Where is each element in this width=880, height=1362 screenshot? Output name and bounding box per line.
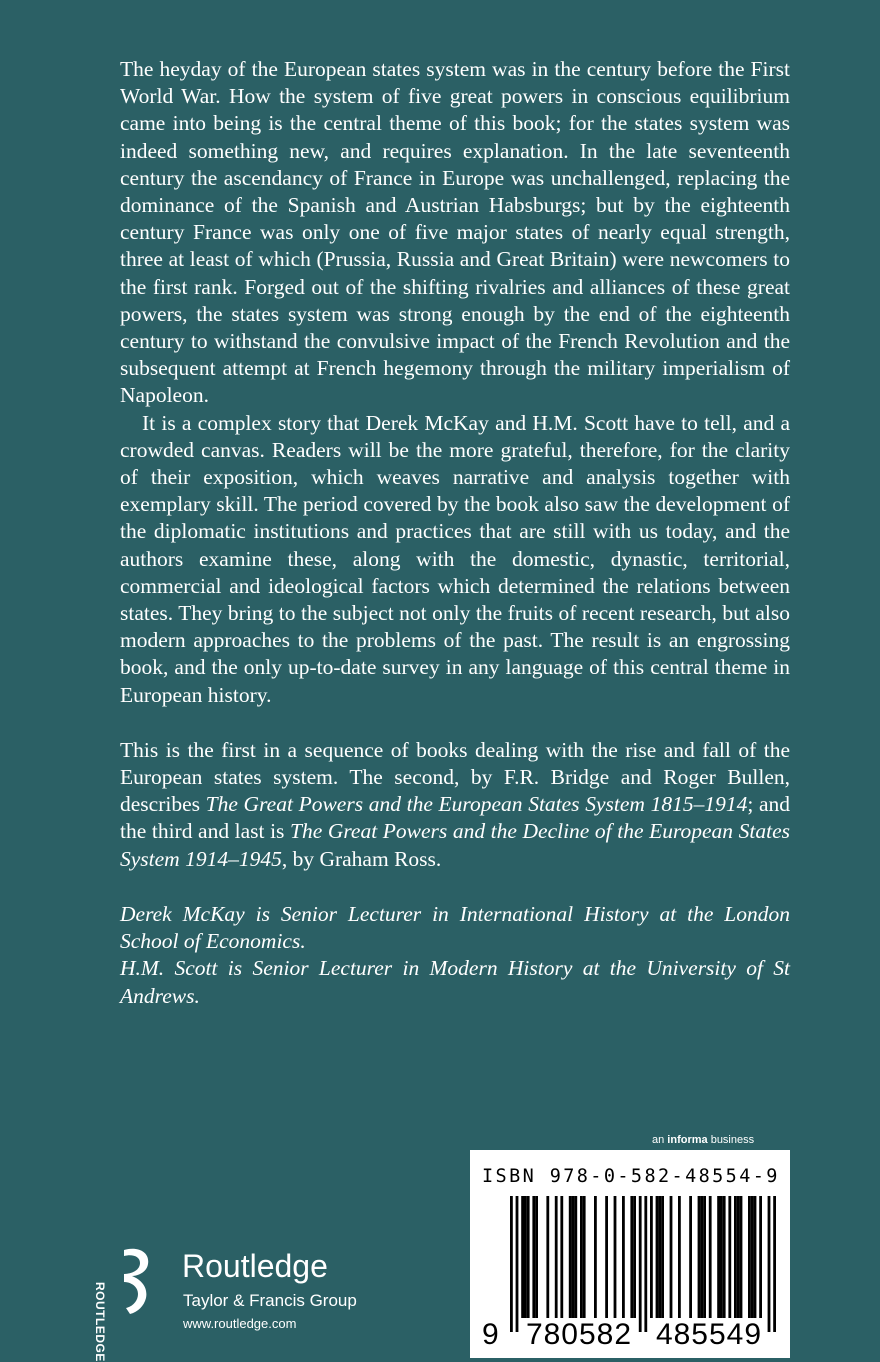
barcode-bar [759, 1196, 762, 1318]
barcode-guard-bar [639, 1196, 642, 1332]
barcode-bar [720, 1196, 723, 1318]
barcode-bar [633, 1196, 636, 1318]
barcode-bar [560, 1196, 563, 1318]
barcode-bar [521, 1196, 524, 1318]
barcode-bar [535, 1196, 538, 1318]
informa-tagline [652, 1134, 754, 1146]
barcode-bar [572, 1196, 575, 1318]
barcode-bar [622, 1196, 625, 1318]
barcode-guard-bar [768, 1196, 771, 1332]
series-text-2: ; and the third and last is [120, 792, 790, 844]
blurb-paragraph-2: It is a complex story that Derek McKay and H.M. Scott have to tell, and a crowded canvas. Readers will be the more grateful, therefore, for the clarity of their exposition, which weaves narrative and analysis together with exemplary skill. The period covered by the book also saw the development of the diplomatic institutions and practices that are still with us today, and the authors examine these, along with the domestic, dynastic, territorial, commercial and ideological factors which determined the relations between states. They bring to the subject not only the fruits of recent research, but also modern approaches to the problems of the past. The result is an engrossing book, and the only up-to-date survey in any language of this central theme in European history. [120, 410, 790, 707]
barcode-bar [723, 1196, 726, 1318]
barcode-bar [748, 1196, 751, 1318]
barcode-bar [569, 1196, 572, 1318]
barcode-bar [524, 1196, 527, 1318]
series-text-1: This is the first in a sequence of books dealing with the rise and fall of the European states system. The second, by F.R. Bridge and Roger Bullen, describes [120, 737, 790, 817]
publisher-name: Routledge [182, 1248, 328, 1284]
back-cover-blurb [120, 56, 790, 1010]
ean-first-digit: 9 [482, 1318, 499, 1351]
barcode-bar [594, 1196, 597, 1318]
isbn-number: ISBN 978-0-582-48554-9 [482, 1166, 780, 1187]
barcode-bar [698, 1196, 701, 1318]
blurb-paragraph-series [120, 737, 790, 873]
ean-left-digits: 780582 [525, 1318, 633, 1351]
barcode-bar [717, 1196, 720, 1318]
informa-suffix: business [707, 1134, 755, 1146]
publisher-group: Taylor & Francis Group [183, 1291, 357, 1310]
barcode-guard-bar [516, 1196, 519, 1332]
barcode-guard-bar [510, 1196, 513, 1332]
barcode-bar [574, 1196, 577, 1318]
barcode-bar [650, 1196, 653, 1318]
barcode-bar [527, 1196, 530, 1318]
barcode-bar [678, 1196, 681, 1318]
barcode-bar [734, 1196, 737, 1318]
barcode-bar [709, 1196, 712, 1318]
barcode-bar [737, 1196, 740, 1318]
barcode-bar [661, 1196, 664, 1318]
barcode-bar [630, 1196, 633, 1318]
barcode-guard-bar [644, 1196, 647, 1332]
barcode-bar [754, 1196, 757, 1318]
publisher-website: www.routledge.com [183, 1316, 297, 1331]
barcode-bar [583, 1196, 586, 1318]
barcode-bar [689, 1196, 692, 1318]
barcode-bar [670, 1196, 673, 1318]
barcode-bar [740, 1196, 743, 1318]
informa-prefix: an [652, 1134, 668, 1146]
author-bio-2: H.M. Scott is Senior Lecturer in Modern History at the University of St Andrews. [120, 956, 790, 1008]
isbn-barcode [470, 1150, 790, 1358]
barcode-bar [555, 1196, 558, 1318]
series-title-2: The Great Powers and the Decline of the European States System 1914–1945 [120, 819, 790, 871]
barcode-bar [658, 1196, 661, 1318]
barcode-guard-bar [773, 1196, 776, 1332]
barcode-bar [656, 1196, 659, 1318]
barcode-bar [580, 1196, 583, 1318]
barcode-bar [605, 1196, 608, 1318]
barcode-bar [546, 1196, 549, 1318]
barcode-bar [751, 1196, 754, 1318]
barcode-bar [728, 1196, 731, 1318]
author-bio-1: Derek McKay is Senior Lecturer in International History at the London School of Economics. [120, 901, 790, 954]
barcode-bar [703, 1196, 706, 1318]
series-title-1: The Great Powers and the European States System 1815–1914 [205, 792, 748, 817]
barcode-bar [700, 1196, 703, 1318]
routledge-logo-icon [116, 1246, 166, 1316]
barcode-bar [532, 1196, 535, 1318]
series-text-3: , by Graham Ross. [281, 846, 442, 871]
routledge-vertical-wordmark: ROUTLEDGE [93, 1282, 107, 1362]
informa-brand: informa [667, 1134, 708, 1146]
blurb-paragraph-1: The heyday of the European states system was in the century before the First World War. How the system of five great powers in conscious equilibrium came into being is the central theme of this book; for the states system was indeed something new, and requires explanation. In the late seventeenth century the ascendancy of France in Europe was unchallenged, replacing the dominance of the Spanish and Austrian Habsburgs; but by the eighteenth century France was only one of five major states of nearly equal strength, three at least of which (Prussia, Russia and Great Britain) were newcomers to the first rank. Forged out of the shifting rivalries and alliances of these great powers, the states system was strong enough by the end of the eighteenth century to withstand the convulsive impact of the French Revolution and the subsequent attempt at French hegemony through the military imperialism of Napoleon. [120, 57, 790, 408]
ean-right-digits: 485549 [655, 1318, 763, 1351]
barcode-bar [614, 1196, 617, 1318]
